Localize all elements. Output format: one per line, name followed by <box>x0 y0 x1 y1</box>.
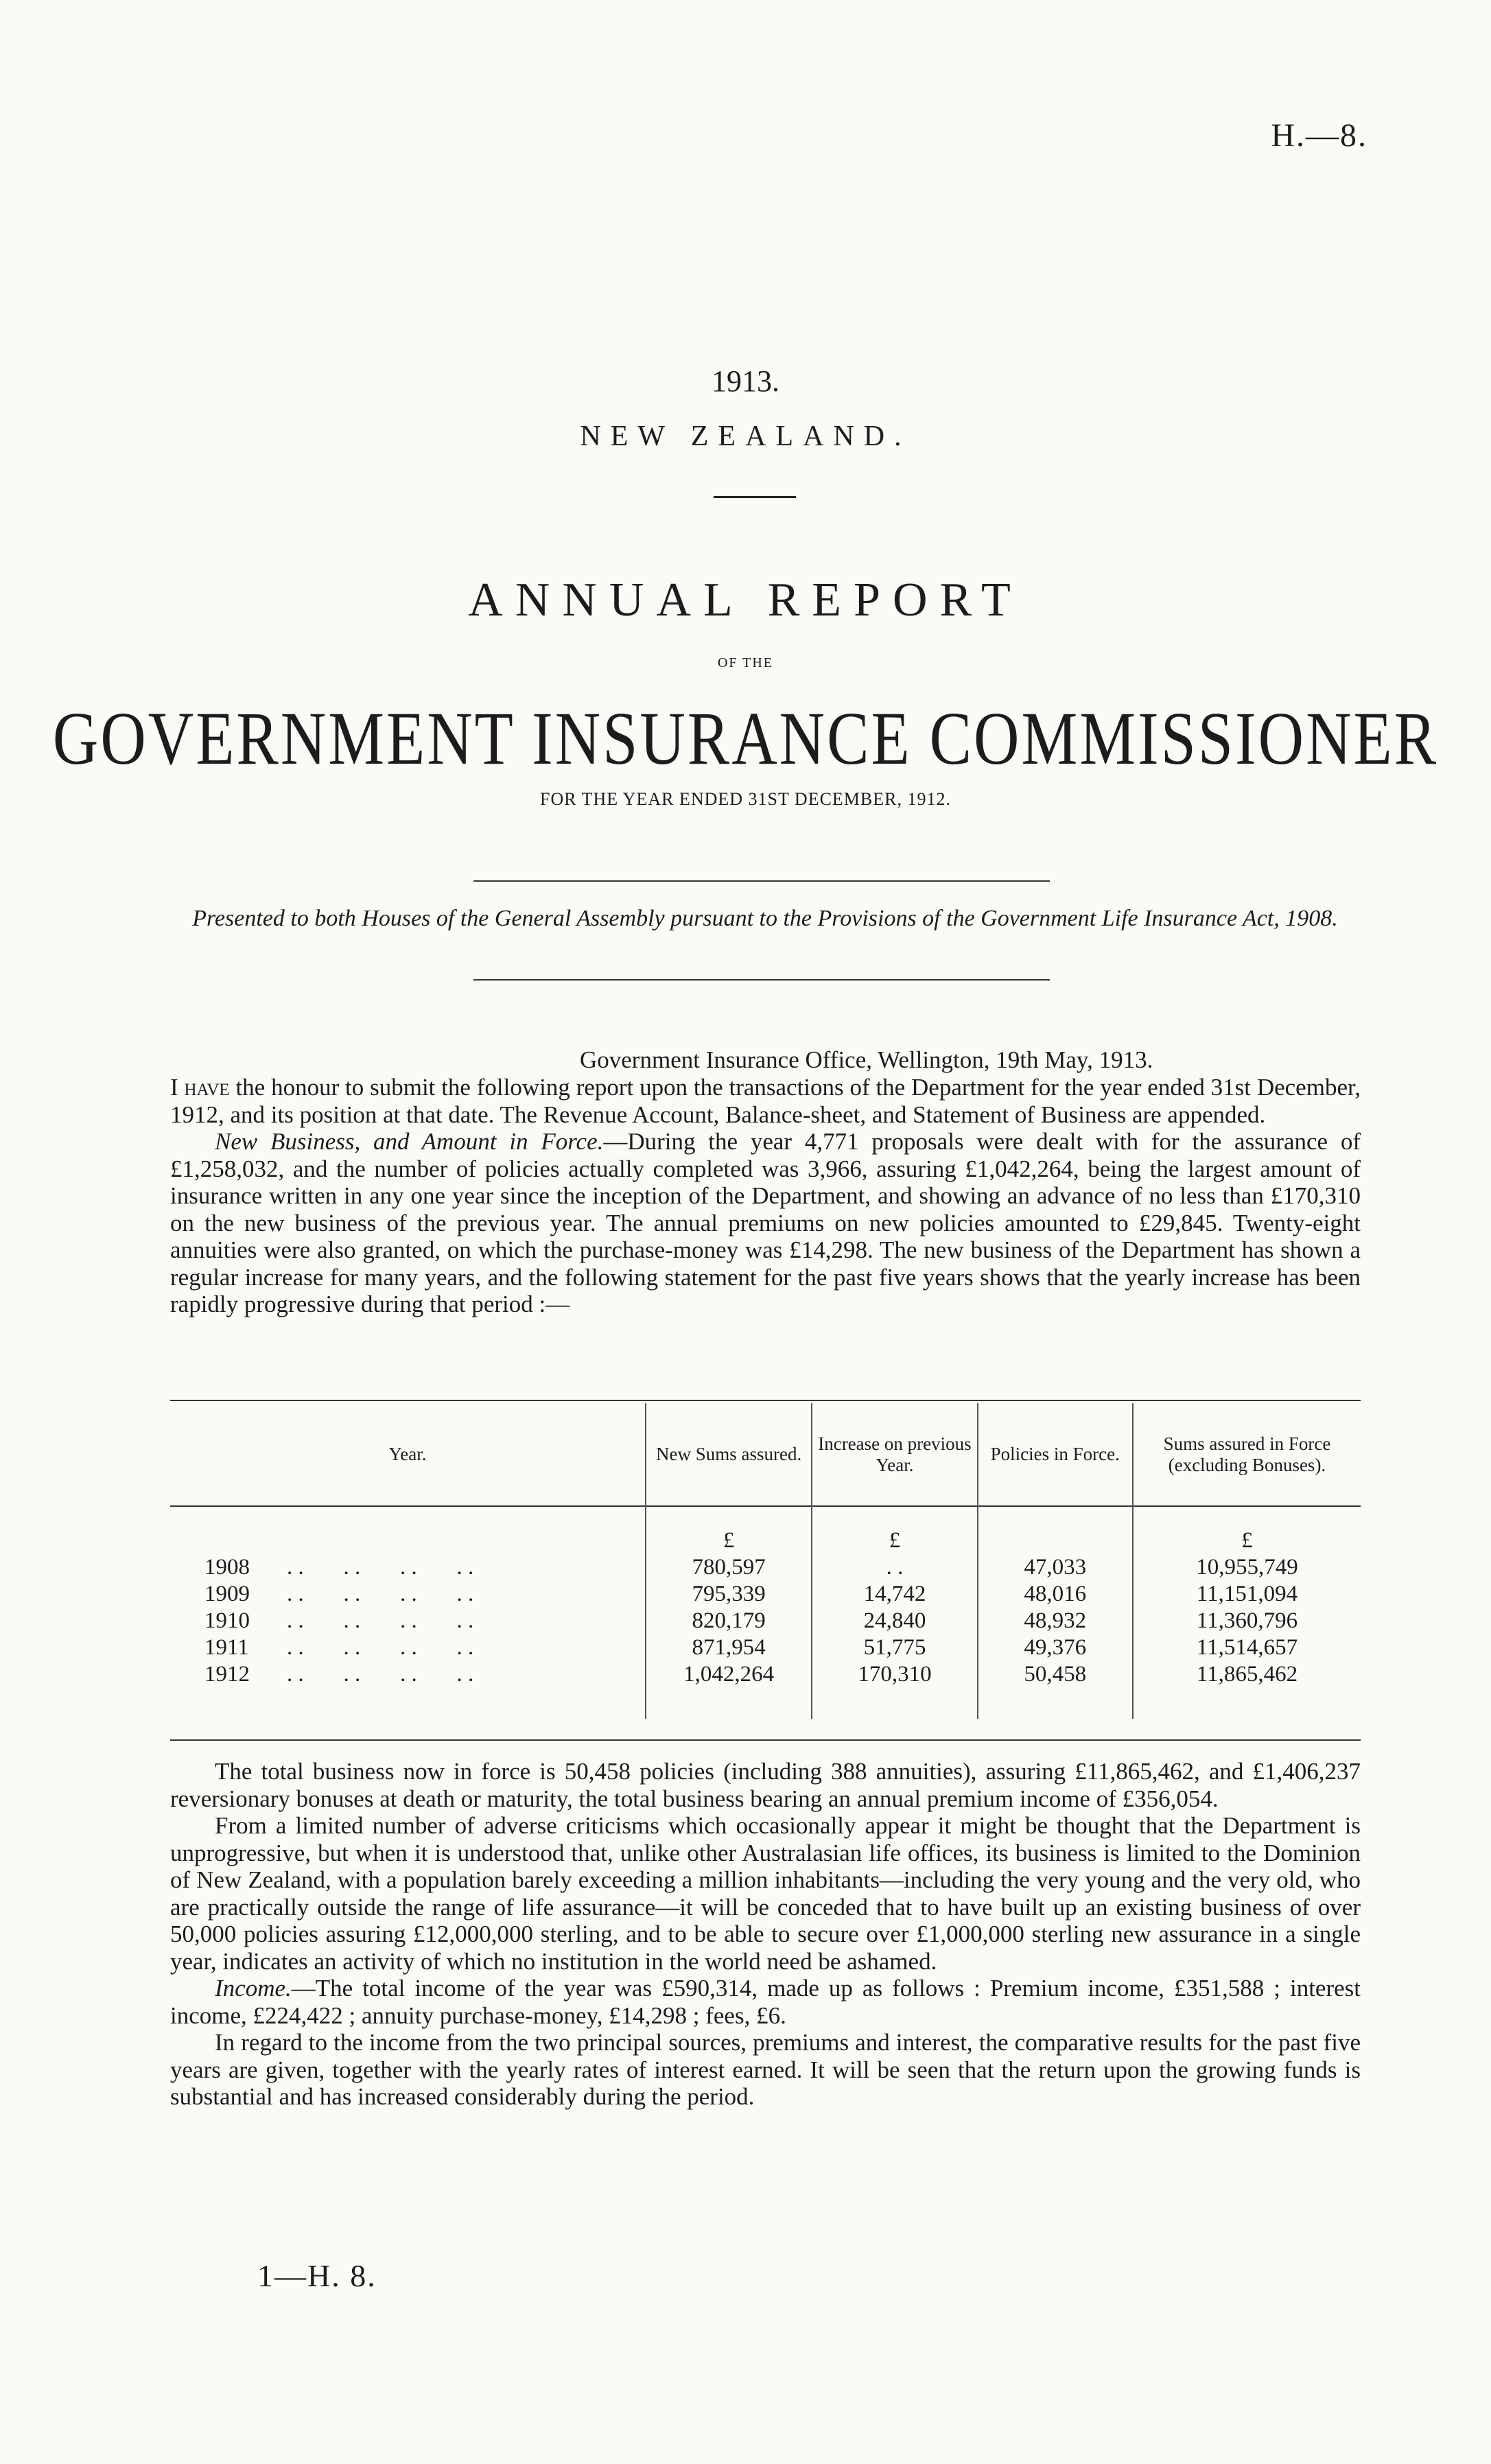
cell-increase: 14,742 <box>812 1581 977 1608</box>
table-row <box>170 1661 1361 1688</box>
cell-new-sums: 795,339 <box>646 1581 812 1608</box>
divider <box>473 979 1050 981</box>
cell-increase: 170,310 <box>812 1661 977 1688</box>
presentation-note: Presented to both Houses of the General Assembly pursuant to the Provisions of the Government Life Insurance Act, 1908. <box>192 906 1338 931</box>
header-year: Year. <box>388 1444 427 1464</box>
paragraph-total-business: The total business now in force is 50,458 policies (including 388 annuities), assuring £11,865,462, and £1,406,237 reversionary bonuses at death or maturity, the total business bearing an annual premium income of £356,054. <box>170 1758 1361 1812</box>
unit-label: £ <box>646 1506 812 1554</box>
cell-increase: 51,775 <box>812 1634 977 1661</box>
report-year: 1913. <box>712 364 779 398</box>
cell-sums-in-force: 11,865,462 <box>1133 1661 1361 1688</box>
cell-new-sums: 820,179 <box>646 1608 812 1634</box>
cell-increase: . . <box>812 1554 977 1581</box>
cell-policies: 48,932 <box>978 1608 1133 1634</box>
divider <box>473 880 1050 882</box>
row-year: 1908 <box>204 1555 250 1580</box>
cell-sums-in-force: 11,360,796 <box>1133 1608 1361 1634</box>
row-year: 1910 <box>204 1608 250 1633</box>
cell-new-sums: 1,042,264 <box>646 1661 812 1688</box>
header-sums-in-force: Sums assured in Force (excluding Bonuses). <box>1133 1403 1361 1506</box>
cell-sums-in-force: 10,955,749 <box>1133 1554 1361 1581</box>
report-title: ANNUAL REPORT <box>468 574 1023 626</box>
closing-text <box>170 1758 1361 2111</box>
cell-new-sums: 780,597 <box>646 1554 812 1581</box>
leader-dots: . . . . . . . . <box>287 1662 474 1687</box>
commissioner-title: GOVERNMENT INSURANCE COMMISSIONER <box>52 696 1439 780</box>
cell-policies: 49,376 <box>978 1634 1133 1661</box>
row-year: 1912 <box>204 1662 250 1687</box>
cell-policies: 48,016 <box>978 1581 1133 1608</box>
paragraph-income: Income.—The total income of the year was £590,314, made up as follows : Premium income, £351,588 ; interest income, £224,422 ; annuity purchase-money, £14,298 ; fees, £6. <box>170 1975 1361 2029</box>
intro-text <box>170 1074 1361 1318</box>
header-new-sums: New Sums assured. <box>646 1403 812 1506</box>
divider <box>714 496 796 498</box>
table-row <box>170 1634 1361 1661</box>
row-year: 1911 <box>204 1635 249 1660</box>
row-year: 1909 <box>204 1582 250 1606</box>
paragraph-criticisms: From a limited number of adverse criticisms which occasionally appear it might be thought that the Department is unprogressive, but when it is understood that, unlike other Australasian life offices, its business is limited to the Dominion of New Zealand, with a population barely exceeding a million inhabitants—including the very young and the very old, who are practically outside the range of life assurance—it will be conceded that to have built up an existing business of over 50,000 policies assuring £12,000,000 sterling, and to be able to secure over £1,000,000 sterling new assurance in a single year, indicates an activity of which no institution in the world need be ashamed. <box>170 1812 1361 1975</box>
header-increase: Increase on previous Year. <box>812 1403 977 1506</box>
office-date-line: Government Insurance Office, Wellington, 19th May, 1913. <box>580 1046 1153 1073</box>
page-reference: H.—8. <box>1271 117 1367 154</box>
table-row <box>170 1581 1361 1608</box>
business-table <box>170 1403 1361 1719</box>
cell-increase: 24,840 <box>812 1608 977 1634</box>
of-the-label: OF THE <box>717 655 774 670</box>
unit-label: £ <box>812 1506 977 1554</box>
leader-dots: . . . . . . . . <box>287 1608 474 1633</box>
cell-sums-in-force: 11,151,094 <box>1133 1581 1361 1608</box>
table-row <box>170 1554 1361 1581</box>
paragraph-income-regard: In regard to the income from the two principal sources, premiums and interest, the comparative results for the past five years are given, together with the yearly rates of interest earned. It will be seen that the return upon the growing funds is substantial and has increased considerably during the period. <box>170 2029 1361 2110</box>
table-row <box>170 1608 1361 1634</box>
cell-new-sums: 871,954 <box>646 1634 812 1661</box>
cell-policies: 50,458 <box>978 1661 1133 1688</box>
cell-sums-in-force: 11,514,657 <box>1133 1634 1361 1661</box>
page-signature: 1—H. 8. <box>257 2258 377 2293</box>
leader-dots: . . . . . . . . <box>287 1582 474 1606</box>
report-period: FOR THE YEAR ENDED 31ST DECEMBER, 1912. <box>540 789 951 809</box>
leader-dots: . . . . . . . . <box>287 1635 474 1660</box>
table-top-rule <box>170 1400 1361 1401</box>
header-policies: Policies in Force. <box>978 1403 1133 1506</box>
cell-policies: 47,033 <box>978 1554 1133 1581</box>
table-bottom-rule <box>170 1739 1361 1741</box>
country-heading: NEW ZEALAND. <box>580 421 911 452</box>
paragraph-new-business: New Business, and Amount in Force.—During the year 4,771 proposals were dealt with for the assurance of £1,258,032, and the number of policies actually completed was 3,966, assuring £1,042,264, being the largest amount of insurance written in any one year since the inception of the Department, and showing an advance of no less than £170,310 on the new business of the previous year. The annual premiums on new policies amounted to £29,845. Twenty-eight annuities were also granted, on which the purchase-money was £14,298. The new business of the Department has shown a regular increase for many years, and the following statement for the past five years shows that the yearly increase has been rapidly progressive during that period :— <box>170 1128 1361 1317</box>
leader-dots: . . . . . . . . <box>287 1555 474 1580</box>
unit-label: £ <box>1133 1506 1361 1554</box>
paragraph-intro: I have the honour to submit the following report upon the transactions of the Department for the year ended 31st December, 1912, and its position at that date. The Revenue Account, Balance-sheet, and Statement of Business are appended. <box>170 1074 1361 1128</box>
